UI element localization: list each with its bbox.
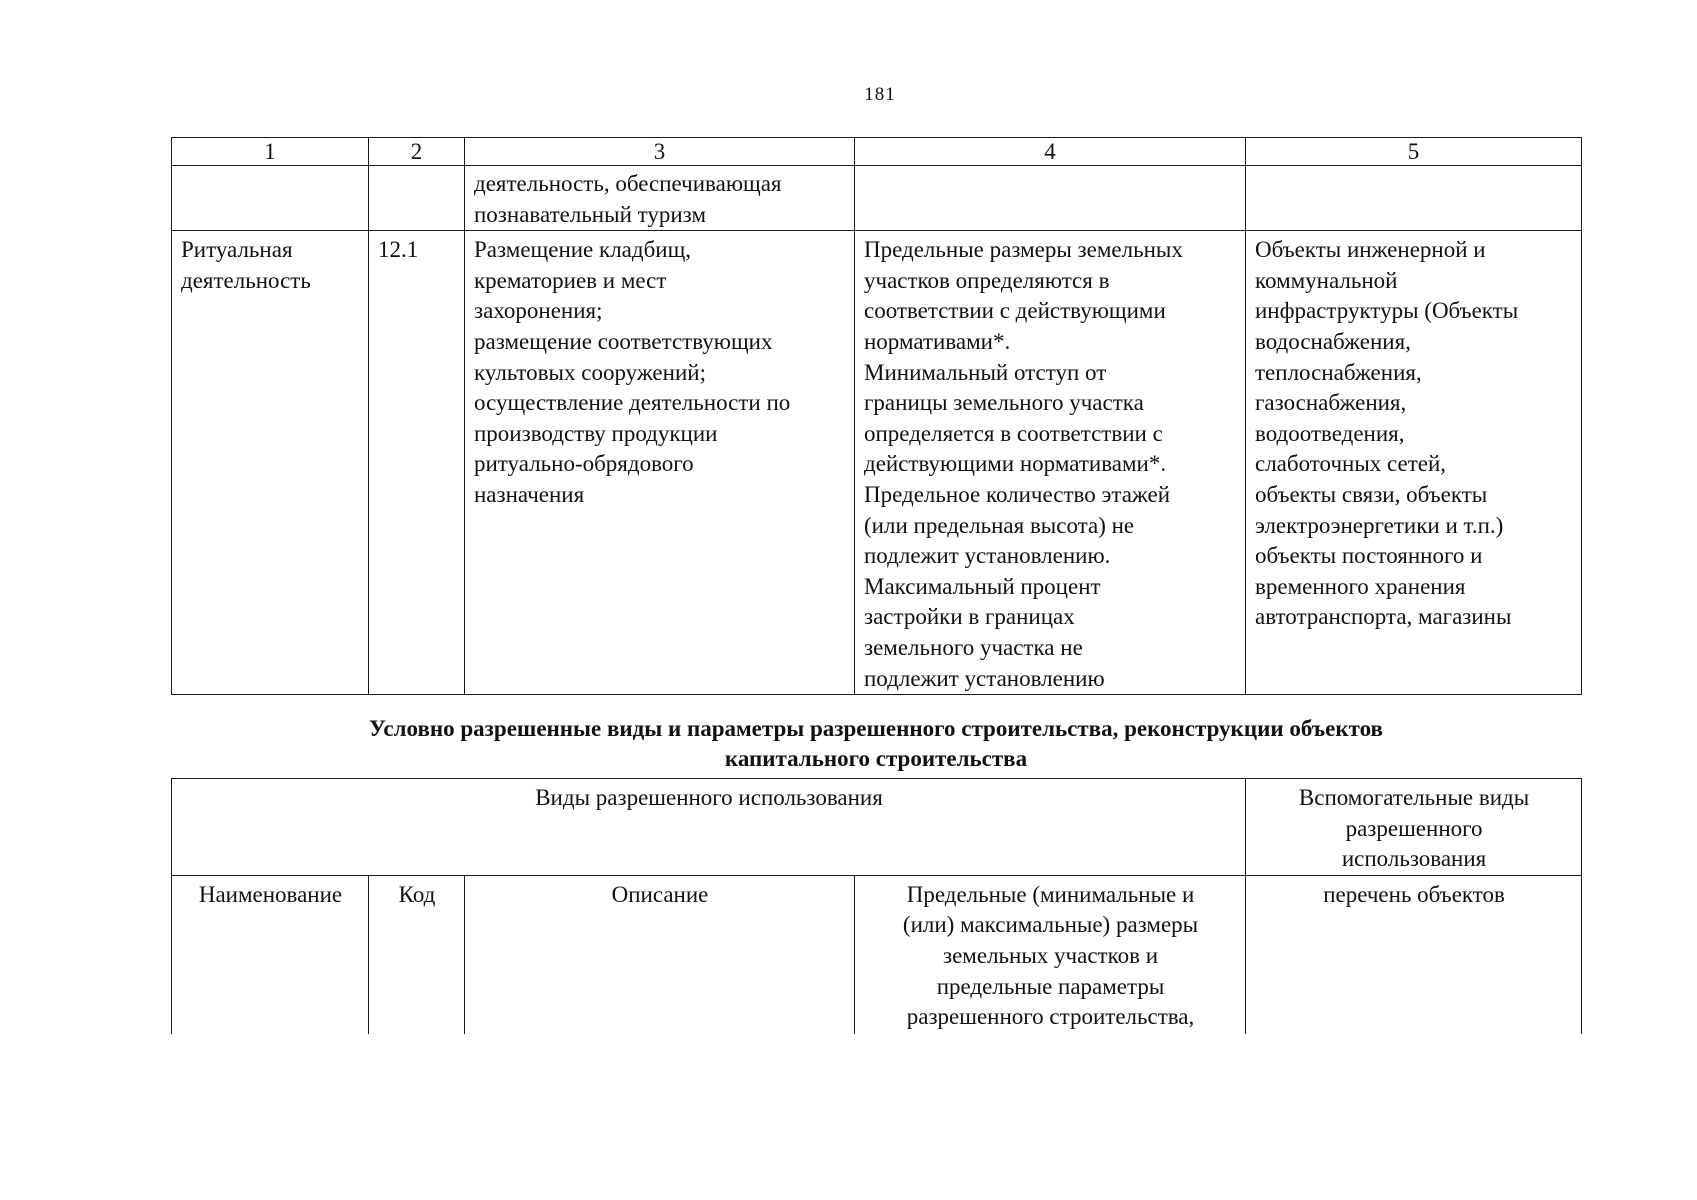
text-line: Вспомогательные виды <box>1298 785 1530 810</box>
text-line: водоотведения, <box>1255 420 1405 446</box>
continued-description-cell <box>465 166 855 231</box>
text-line: газоснабжения, <box>1255 390 1407 416</box>
text-line: границы земельного участка <box>864 390 1144 416</box>
text-line: Максимальный процент <box>864 573 1101 599</box>
objects-column-header: перечень объектов <box>1246 875 1582 1034</box>
text-line: культовых сооружений; <box>474 359 706 385</box>
text-line: (или) максимальные) размеры <box>902 912 1199 938</box>
text-line: захоронения; <box>474 298 603 324</box>
column-number: 5 <box>1246 138 1582 166</box>
parameters-column-header <box>855 875 1246 1034</box>
page-number: 181 <box>864 84 896 105</box>
text-line: объекты постоянного и <box>1255 543 1483 569</box>
text-line: инфраструктуры (Объекты <box>1255 298 1519 324</box>
use-parameters-cell <box>855 231 1246 695</box>
continuation-row <box>172 166 1582 231</box>
text-line: теплоснабжения, <box>1255 359 1422 385</box>
table-cell <box>172 166 369 231</box>
column-number: 3 <box>465 138 855 166</box>
conditional-uses-table <box>171 778 1582 1034</box>
permitted-uses-table <box>171 137 1582 695</box>
text-line: подлежит установлению. <box>864 543 1111 569</box>
description-column-header: Описание <box>465 875 855 1034</box>
column-number-row <box>172 138 1582 166</box>
text-line: водоснабжения, <box>1255 328 1411 354</box>
text-line: соответствии с действующими <box>864 298 1166 324</box>
auxiliary-header <box>1246 779 1582 876</box>
text-line: объекты связи, объекты <box>1255 481 1488 507</box>
text-line: размещение соответствующих <box>474 328 773 354</box>
text-line: коммунальной <box>1255 267 1398 293</box>
section-title-line: капитального строительства <box>724 746 1028 771</box>
text-line: Предельные (минимальные и <box>906 881 1195 907</box>
column-number: 2 <box>369 138 465 166</box>
text-line: предельные параметры <box>936 973 1165 999</box>
text-line: временного хранения <box>1255 573 1466 599</box>
text-line: (или предельная высота) не <box>864 512 1135 538</box>
text-line: Минимальный отступ от <box>864 359 1107 385</box>
group-header-row <box>172 779 1582 876</box>
text-line: осуществление деятельности по <box>474 390 791 416</box>
text-line: ритуально-обрядового <box>474 451 694 477</box>
text-line: участков определяются в <box>864 267 1110 293</box>
column-header-row <box>172 875 1582 1034</box>
section-title <box>171 714 1581 774</box>
column-number: 1 <box>172 138 369 166</box>
text-line: земельного участка не <box>864 634 1083 660</box>
text-line: назначения <box>474 481 585 507</box>
group-header: Виды разрешенного использования <box>172 779 1246 876</box>
text-line: определяется в соответствии с <box>864 420 1163 446</box>
text-line: деятельность, обеспечивающая <box>474 171 782 196</box>
table-cell <box>855 166 1246 231</box>
table-cell <box>1246 166 1582 231</box>
text-line: Предельное количество этажей <box>864 481 1171 507</box>
text-line: крематориев и мест <box>474 267 667 293</box>
table-cell <box>369 166 465 231</box>
text-line: действующими нормативами*. <box>864 451 1167 477</box>
table-row <box>172 231 1582 695</box>
code-column-header: Код <box>369 875 465 1034</box>
name-column-header: Наименование <box>172 875 369 1034</box>
text-line: земельных участков и <box>943 942 1159 968</box>
column-number: 4 <box>855 138 1246 166</box>
text-line: Объекты инженерной и <box>1255 237 1486 263</box>
auxiliary-uses-cell <box>1246 231 1582 695</box>
text-line: Ритуальная <box>181 237 293 263</box>
text-line: использования <box>1341 846 1487 872</box>
text-line: застройки в границах <box>864 604 1075 630</box>
text-line: автотранспорта, магазины <box>1255 604 1512 630</box>
text-line: Предельные размеры земельных <box>864 237 1183 263</box>
text-line: деятельность <box>181 267 311 293</box>
text-line: электроэнергетики и т.п.) <box>1255 512 1504 538</box>
text-line: познавательный туризм <box>474 201 706 227</box>
use-name-cell <box>172 231 369 695</box>
use-description-cell <box>465 231 855 695</box>
use-code-cell: 12.1 <box>369 231 465 695</box>
text-line: разрешенного <box>1345 815 1483 841</box>
text-line: слаботочных сетей, <box>1255 451 1447 477</box>
text-line: нормативами*. <box>864 328 1011 354</box>
section-title-line: Условно разрешенные виды и параметры разрешенного строительства, реконструкции объектов <box>369 716 1383 741</box>
text-line: разрешенного строительства, <box>906 1004 1195 1030</box>
text-line: производству продукции <box>474 420 718 446</box>
text-line: подлежит установлению <box>864 665 1105 691</box>
text-line: Размещение кладбищ, <box>474 237 692 263</box>
